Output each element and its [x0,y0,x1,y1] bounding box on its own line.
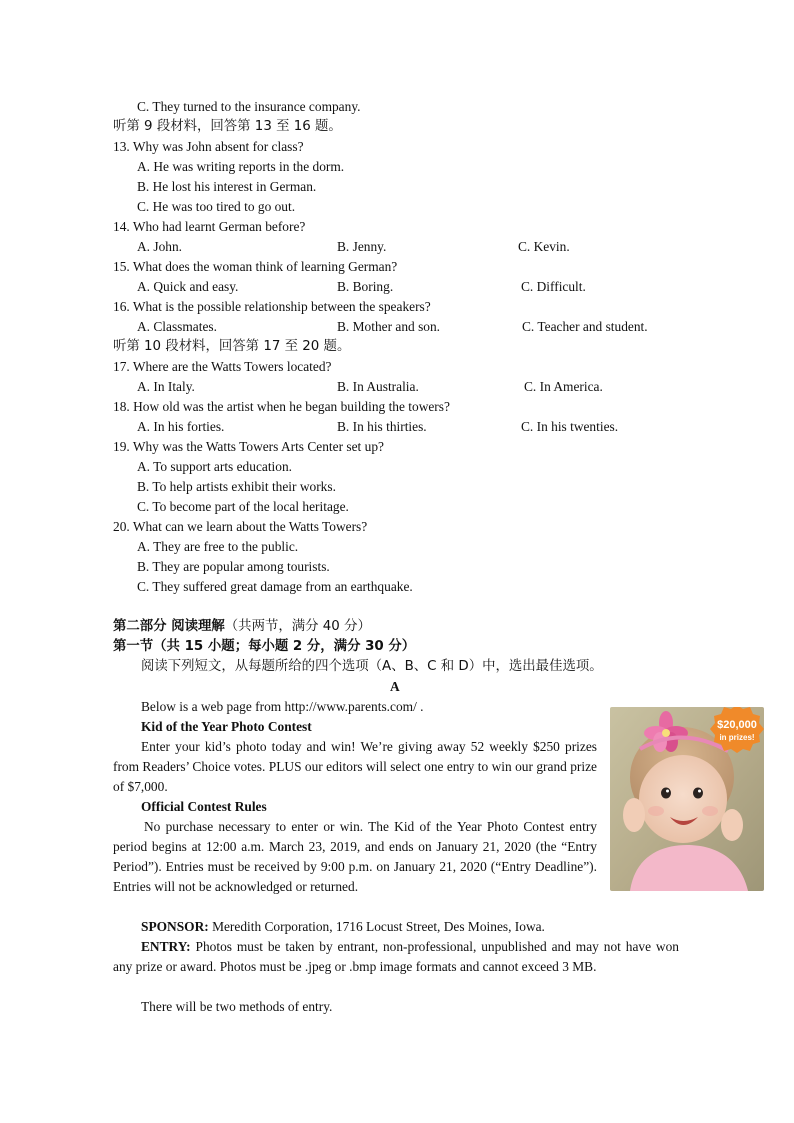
badge-subtext: in prizes! [719,733,755,742]
contest-photo [610,707,764,891]
q13-option-c: C. He was too tired to go out. [137,199,296,214]
entry-methods: There will be two methods of entry. [141,999,333,1014]
q19-option-c: C. To become part of the local heritage. [137,499,349,514]
part-two-heading [113,617,371,637]
q17-option-c: C. In America. [524,379,603,394]
q18-option-b: B. In his thirties. [337,419,427,434]
entry-paragraph [113,937,679,977]
section-9-instruction: 听第 9 段材料，回答第 13 至 16 题。 [113,119,342,134]
question-16: 16. What is the possible relationship between the speakers? [113,299,431,314]
q16-option-c: C. Teacher and student. [522,319,648,334]
part-two-note: （共两节，满分 40 分） [224,619,371,634]
section-one-heading: 第一节（共 15 小题；每小题 2 分，满分 30 分） [113,639,416,654]
q12-option-c: C. They turned to the insurance company. [137,99,361,114]
q20-option-c: C. They suffered great damage from an earthquake. [137,579,413,594]
passage-label: A [390,679,400,694]
question-15: 15. What does the woman think of learning German? [113,259,398,274]
q13-option-a: A. He was writing reports in the dorm. [137,159,345,174]
sponsor-text: Meredith Corporation, 1716 Locust Street, Des Moines, Iowa. [208,919,545,934]
contest-paragraph: Enter your kid’s photo today and win! We’re giving away 52 weekly $250 prizes from Readers’ Choice votes. PLUS our editors will select one entry to win our grand prize of $7,000. [113,739,597,794]
q15-option-b: B. Boring. [337,279,394,294]
q14-option-c: C. Kevin. [518,239,570,254]
q20-option-b: B. They are popular among tourists. [137,559,330,574]
q19-option-b: B. To help artists exhibit their works. [137,479,336,494]
contest-title: Kid of the Year Photo Contest [141,719,312,734]
entry-text: Photos must be taken by entrant, non-professional, unpublished and may not have won any prize or award. Photos must be .jpeg or .bmp image formats and cannot exceed 3 MB. [113,939,679,974]
q19-option-a: A. To support arts education. [137,459,293,474]
question-14: 14. Who had learnt German before? [113,219,306,234]
sponsor-label: SPONSOR: [141,919,209,934]
sponsor-line [141,917,545,937]
question-13: 13. Why was John absent for class? [113,139,304,154]
badge-amount: $20,000 [717,719,757,731]
q18-option-a: A. In his forties. [137,419,225,434]
q17-option-a: A. In Italy. [137,379,195,394]
q14-option-a: A. John. [137,239,183,254]
question-20: 20. What can we learn about the Watts Towers? [113,519,368,534]
passage-intro: Below is a web page from http://www.parents.com/ . [141,699,424,714]
entry-label: ENTRY: [141,939,191,954]
q15-option-a: A. Quick and easy. [137,279,239,294]
rules-title: Official Contest Rules [141,799,267,814]
q16-option-a: A. Classmates. [137,319,217,334]
question-18: 18. How old was the artist when he began building the towers? [113,399,450,414]
q15-option-c: C. Difficult. [521,279,586,294]
question-17: 17. Where are the Watts Towers located? [113,359,332,374]
part-two-title: 第二部分 阅读理解 [113,619,225,634]
q17-option-b: B. In Australia. [337,379,419,394]
q16-option-b: B. Mother and son. [337,319,441,334]
rules-paragraph: No purchase necessary to enter or win. The Kid of the Year Photo Contest entry period begins at 12:00 a.m. March 23, 2019, and ends on January 21, 2020 (the “Entry Period”). Entries must be received by 9:00 p.m. on January 21, 2020 (“Entry Deadline”). Entries will not be acknowledged or returned. [113,819,597,894]
q18-option-c: C. In his twenties. [521,419,619,434]
q20-option-a: A. They are free to the public. [137,539,299,554]
q14-option-b: B. Jenny. [337,239,387,254]
section-10-instruction: 听第 10 段材料，回答第 17 至 20 题。 [113,339,351,354]
q13-option-b: B. He lost his interest in German. [137,179,317,194]
question-19: 19. Why was the Watts Towers Arts Center set up? [113,439,384,454]
reading-instruction: 阅读下列短文，从每题所给的四个选项（A、B、C 和 D）中，选出最佳选项。 [141,659,603,674]
